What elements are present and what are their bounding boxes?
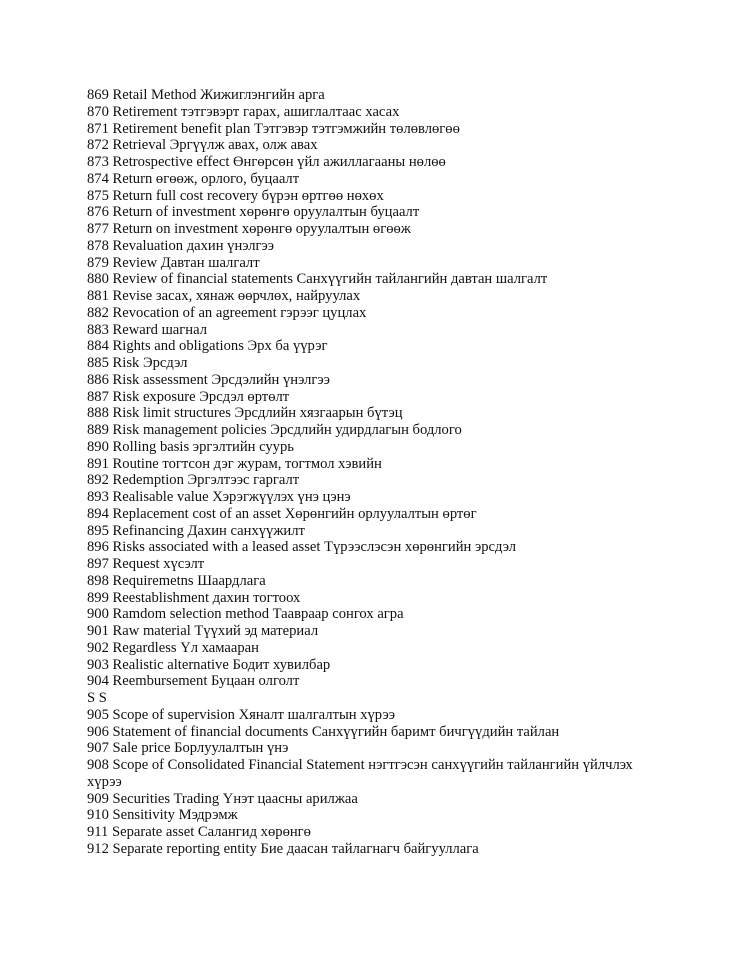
- glossary-entry: 908 Scope of Consolidated Financial Statement нэгтгэсэн санхүүгийн тайлангийн үйлчлэх хүрээ: [87, 757, 633, 790]
- glossary-entry: 903 Realistic alternative Бодит хувилбар: [87, 656, 331, 673]
- glossary-entry: 876 Return of investment хөрөнгө оруулалтын буцаалт: [87, 204, 420, 221]
- glossary-entry: 891 Routine тогтсон дэг журам, тогтмол хэвийн: [87, 455, 382, 472]
- glossary-entry: 888 Risk limit structures Эрсдлийн хязгаарын бүтэц: [87, 405, 403, 422]
- glossary-entry: S S: [87, 690, 107, 706]
- glossary-entry: 877 Return on investment хөрөнгө оруулалтын өгөөж: [87, 221, 411, 237]
- glossary-entry: 897 Request хүсэлт: [87, 556, 205, 572]
- glossary-entry: 893 Realisable value Хэрэгжүүлэх үнэ цэнэ: [87, 489, 351, 505]
- glossary-entry: 885 Risk Эрсдэл: [87, 355, 188, 371]
- glossary-entry: 874 Return өгөөж, орлого, буцаалт: [87, 170, 300, 187]
- glossary-entry: 911 Separate asset Салангид хөрөнгө: [87, 824, 311, 840]
- glossary-entry: 880 Review of financial statements Санхүүгийн тайлангийн давтан шалгалт: [87, 271, 548, 288]
- glossary-entry: 909 Securities Trading Үнэт цаасны арилжаа: [87, 790, 358, 807]
- glossary-entry: 872 Retrieval Эргүүлж авах, олж авах: [87, 137, 318, 154]
- glossary-entry: 896 Risks associated with a leased asset Түрээслэсэн хөрөнгийн эрсдэл: [87, 539, 517, 556]
- glossary-entry: 898 Requiremetns Шаардлага: [87, 572, 266, 589]
- glossary-entry: 906 Statement of financial documents Санхүүгийн баримт бичгүүдийн тайлан: [87, 723, 560, 740]
- glossary-entry: 881 Revise засах, хянаж өөрчлөх, найруулах: [87, 288, 361, 304]
- glossary-entry: 873 Retrospective effect Өнгөрсөн үйл ажиллагааны нөлөө: [87, 154, 446, 170]
- glossary-entry: 899 Reestablishment дахин тогтоох: [87, 589, 301, 606]
- glossary-entry: 912 Separate reporting entity Бие даасан тайлагнагч байгууллага: [87, 840, 479, 857]
- glossary-entry: 900 Ramdom selection method Таавраар сонгох агра: [87, 606, 404, 623]
- glossary-entry: 889 Risk management policies Эрсдлийн удирдлагын бодлого: [87, 422, 462, 438]
- glossary-entry: 887 Risk exposure Эрсдэл өртөлт: [87, 388, 290, 405]
- glossary-entry: 886 Risk assessment Эрсдэлийн үнэлгээ: [87, 371, 330, 388]
- glossary-entry: 883 Reward шагнал: [87, 321, 207, 338]
- glossary-entry: 879 Review Давтан шалгалт: [87, 254, 260, 271]
- glossary-entry: 875 Return full cost recovery бүрэн өртгөө нөхөх: [87, 187, 384, 204]
- glossary-entry: 869 Retail Method Жижиглэнгийн арга: [87, 87, 325, 103]
- glossary-entry: 910 Sensitivity Мэдрэмж: [87, 807, 238, 824]
- glossary-entry: 870 Retirement тэтгэвэрт гарах, ашиглалтаас хасах: [87, 103, 400, 120]
- glossary-entry: 901 Raw material Түүхий эд материал: [87, 623, 319, 639]
- glossary-entry: 892 Redemption Эргэлтээс гаргалт: [87, 472, 300, 489]
- glossary-entry: 878 Revaluation дахин үнэлгээ: [87, 237, 275, 254]
- glossary-entry: 890 Rolling basis эргэлтийн суурь: [87, 438, 294, 455]
- glossary-entry: 907 Sale price Борлуулалтын үнэ: [87, 740, 289, 757]
- glossary-entry: 871 Retirement benefit plan Тэтгэвэр тэтгэмжийн төлөвлөгөө: [87, 120, 460, 137]
- glossary-entry: 894 Replacement cost of an asset Хөрөнгийн орлуулалтын өртөг: [87, 505, 477, 522]
- glossary-entry: 882 Revocation of an agreement гэрээг цуцлах: [87, 304, 367, 321]
- glossary-entry: 884 Rights and obligations Эрх ба үүрэг: [87, 338, 328, 355]
- glossary-entry: 895 Refinancing Дахин санхүүжилт: [87, 522, 305, 539]
- glossary-entry: 902 Regardless Үл хамааран: [87, 639, 259, 656]
- glossary-entry: 905 Scope of supervision Хяналт шалгалтын хүрээ: [87, 706, 395, 723]
- glossary-entry: 904 Reembursement Буцаан олголт: [87, 673, 300, 690]
- glossary-list: [87, 87, 647, 858]
